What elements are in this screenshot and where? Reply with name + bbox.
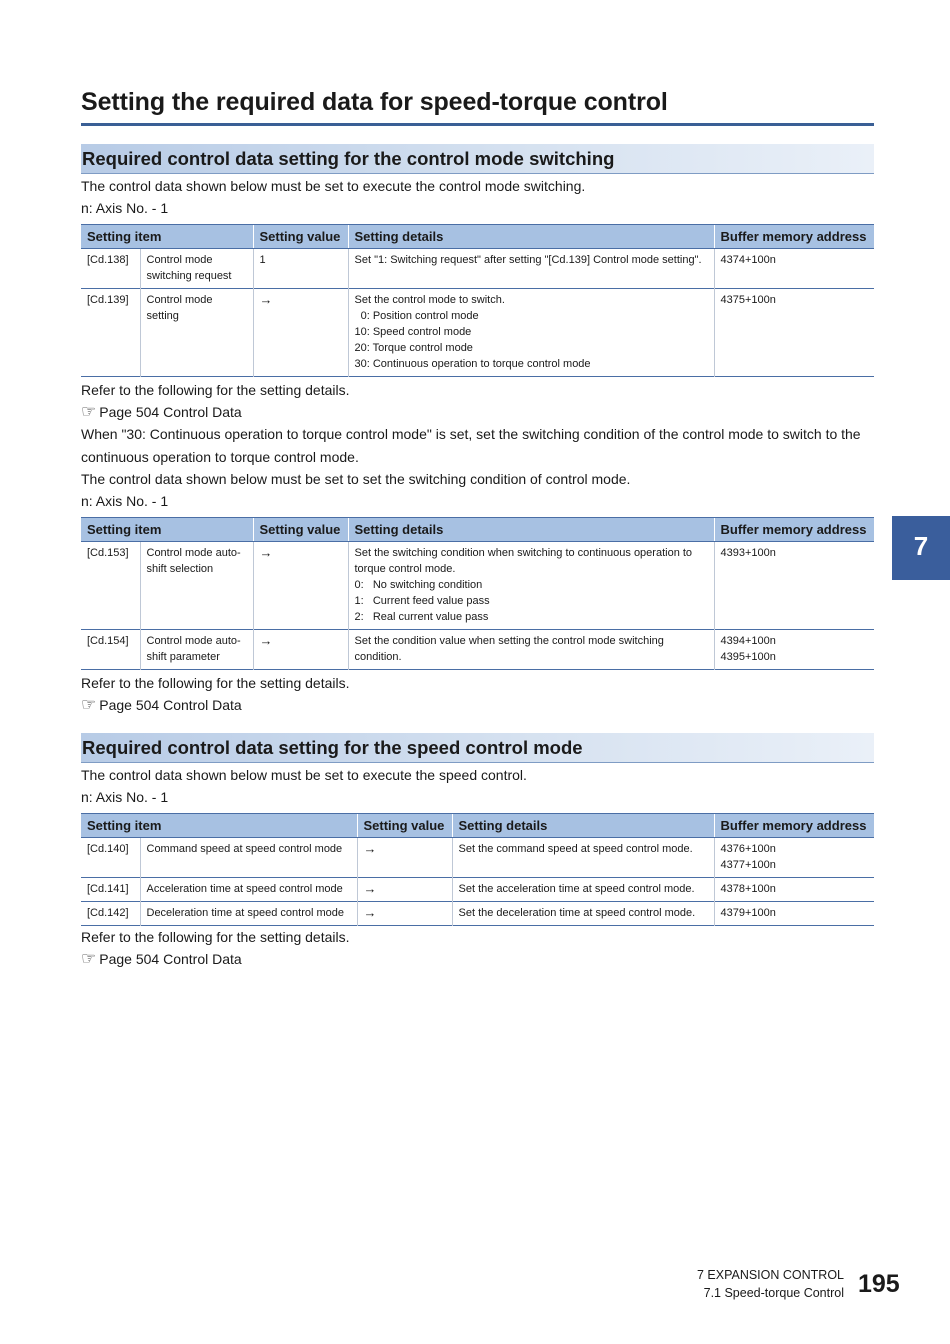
refer-text-2: Refer to the following for the setting details. (81, 675, 350, 691)
page-reference-label: Page 504 Control Data (99, 404, 242, 420)
detail-line: 1: Current feed value pass (354, 595, 490, 607)
pointing-hand-icon: ☞ (81, 695, 97, 714)
address-line: 4395+100n (720, 651, 776, 663)
header-setting-details: Setting details (348, 518, 714, 542)
control-data-table-mode-switching (81, 224, 874, 377)
table-row (81, 878, 874, 902)
page-reference-link-3[interactable] (81, 948, 242, 970)
cell-address (714, 630, 874, 670)
table-row (81, 630, 874, 670)
cell-details (452, 878, 714, 902)
detail-line: 2: Real current value pass (354, 611, 489, 623)
header-buffer-address: Buffer memory address (714, 225, 874, 249)
intro-text-3: The control data shown below must be set to execute the speed control. (81, 767, 527, 783)
cell-item: Control mode setting (140, 289, 253, 377)
header-setting-details: Setting details (348, 225, 714, 249)
cell-details (348, 289, 714, 377)
header-setting-value: Setting value (253, 225, 348, 249)
detail-line: Set the command speed at speed control mode. (458, 843, 693, 855)
pointing-hand-icon: ☞ (81, 402, 97, 421)
pointing-hand-icon: ☞ (81, 949, 97, 968)
cell-item: Control mode auto-shift selection (140, 542, 253, 630)
address-line: 4376+100n (720, 843, 776, 855)
axis-note-3: n: Axis No. - 1 (81, 789, 169, 805)
table-row (81, 902, 874, 926)
page-reference-link[interactable] (81, 401, 242, 423)
cell-value: → (357, 878, 452, 902)
cell-value: → (253, 542, 348, 630)
page-reference-link-2[interactable] (81, 694, 242, 716)
cell-code: [Cd.139] (81, 289, 140, 377)
cell-value: 1 (253, 249, 348, 289)
cell-code: [Cd.142] (81, 902, 140, 926)
footer-section: 7.1 Speed-torque Control (703, 1286, 844, 1300)
cell-value: → (357, 838, 452, 878)
cell-item: Command speed at speed control mode (140, 838, 357, 878)
cell-address (714, 838, 874, 878)
refer-text-3: Refer to the following for the setting details. (81, 929, 350, 945)
cell-item: Control mode auto-shift parameter (140, 630, 253, 670)
refer-text: Refer to the following for the setting details. (81, 382, 350, 398)
detail-line: 0: No switching condition (354, 579, 483, 591)
cell-details (348, 249, 714, 289)
cell-details (348, 542, 714, 630)
cell-item: Deceleration time at speed control mode (140, 902, 357, 926)
address-line: 4394+100n (720, 635, 776, 647)
header-setting-item: Setting item (81, 518, 253, 542)
detail-line: Set the control mode to switch. (354, 294, 505, 306)
header-setting-value: Setting value (253, 518, 348, 542)
intro-text: The control data shown below must be set to execute the control mode switching. (81, 178, 586, 194)
axis-note-2: n: Axis No. - 1 (81, 493, 169, 509)
page-title: Setting the required data for speed-torque control (81, 88, 874, 126)
address-line: 4379+100n (720, 907, 776, 919)
detail-line: Set the switching condition when switching to continuous operation to torque control mode. (354, 547, 693, 575)
header-setting-value: Setting value (357, 814, 452, 838)
detail-line: 30: Continuous operation to torque control mode (354, 358, 591, 370)
page-reference-label: Page 504 Control Data (99, 697, 242, 713)
page-number: 195 (858, 1270, 900, 1298)
cell-details (452, 902, 714, 926)
footer-chapter: 7 EXPANSION CONTROL (696, 1268, 844, 1282)
cell-address (714, 542, 874, 630)
table-row (81, 249, 874, 289)
section-heading-speed-control: Required control data setting for the speed control mode (81, 733, 874, 763)
header-setting-details: Setting details (452, 814, 714, 838)
address-line: 4393+100n (720, 547, 776, 559)
address-line: 4375+100n (720, 294, 776, 306)
cell-code: [Cd.138] (81, 249, 140, 289)
detail-line: Set the condition value when setting the control mode switching condition. (354, 635, 664, 663)
control-data-table-auto-shift (81, 517, 874, 670)
cell-details (452, 838, 714, 878)
header-setting-item: Setting item (81, 814, 357, 838)
cell-address (714, 902, 874, 926)
cell-details (348, 630, 714, 670)
table-row (81, 542, 874, 630)
address-line: 4377+100n (720, 859, 776, 871)
header-buffer-address: Buffer memory address (714, 814, 874, 838)
table-row (81, 838, 874, 878)
table-row (81, 289, 874, 377)
detail-line: 20: Torque control mode (354, 342, 473, 354)
detail-line: Set the deceleration time at speed control mode. (458, 907, 696, 919)
cell-code: [Cd.140] (81, 838, 140, 878)
cell-value: → (357, 902, 452, 926)
address-line: 4378+100n (720, 883, 776, 895)
cell-address (714, 289, 874, 377)
cell-code: [Cd.153] (81, 542, 140, 630)
cell-address (714, 249, 874, 289)
control-data-table-speed-control (81, 813, 874, 926)
detail-line: Set "1: Switching request" after setting "[Cd.139] Control mode setting". (354, 254, 702, 266)
axis-note: n: Axis No. - 1 (81, 200, 169, 216)
intro-text-2: The control data shown below must be set to set the switching condition of control mode. (81, 471, 631, 487)
section-heading-mode-switching: Required control data setting for the control mode switching (81, 144, 874, 174)
page-reference-label: Page 504 Control Data (99, 951, 242, 967)
cell-item: Control mode switching request (140, 249, 253, 289)
note-text: When "30: Continuous operation to torque control mode" is set, set the switching condition of the control mode to switch to the continuous operation to torque control mode. (81, 426, 861, 465)
detail-line: 0: Position control mode (354, 310, 479, 322)
cell-value: → (253, 289, 348, 377)
cell-code: [Cd.154] (81, 630, 140, 670)
detail-line: 10: Speed control mode (354, 326, 472, 338)
cell-item: Acceleration time at speed control mode (140, 878, 357, 902)
cell-code: [Cd.141] (81, 878, 140, 902)
header-buffer-address: Buffer memory address (714, 518, 874, 542)
cell-value: → (253, 630, 348, 670)
address-line: 4374+100n (720, 254, 776, 266)
header-setting-item: Setting item (81, 225, 253, 249)
cell-address (714, 878, 874, 902)
detail-line: Set the acceleration time at speed control mode. (458, 883, 695, 895)
chapter-tab: 7 (892, 516, 950, 580)
